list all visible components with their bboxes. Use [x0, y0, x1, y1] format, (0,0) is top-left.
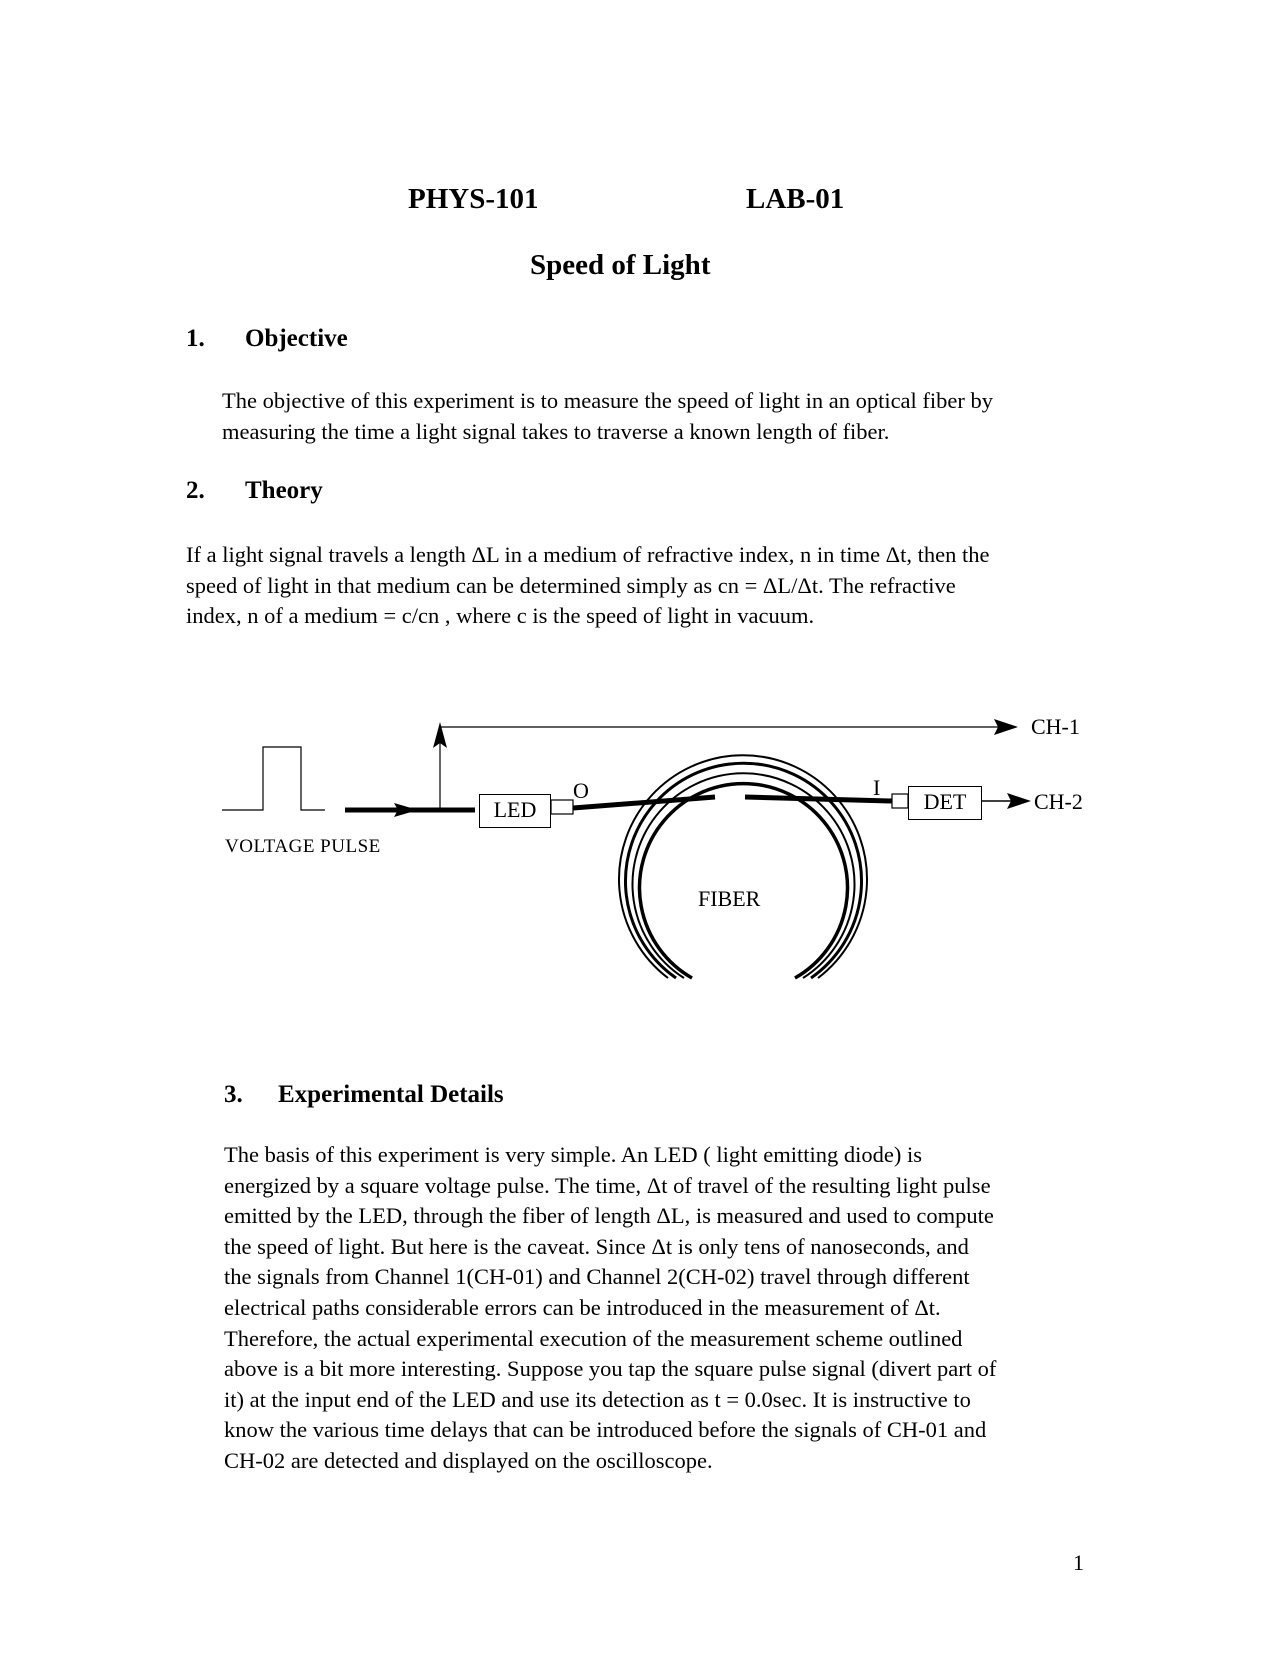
details-line-8: above is a bit more interesting. Suppose you tap the square pulse signal (divert part of [224, 1356, 997, 1382]
page-title: Speed of Light [530, 249, 711, 281]
objective-line-2: measuring the time a light signal takes to traverse a known length of fiber. [222, 418, 890, 444]
theory-line-2: speed of light in that medium can be determined simply as cn = ΔL/Δt. The refractive [186, 572, 956, 598]
details-line-5: the signals from Channel 1(CH-01) and Channel 2(CH-02) travel through different [224, 1264, 970, 1290]
details-line-11: CH-02 are detected and displayed on the oscilloscope. [224, 1447, 713, 1473]
ch2-label: CH-2 [1034, 789, 1083, 814]
section-3-title: Experimental Details [278, 1081, 504, 1108]
ch1-label: CH-1 [1031, 714, 1080, 739]
section-3-number: 3. [224, 1081, 243, 1108]
theory-line-1: If a light signal travels a length ΔL in a medium of refractive index, n in time Δt, then the [186, 542, 990, 567]
course-code: PHYS-101 [408, 183, 539, 215]
led-box [479, 794, 551, 828]
det-connector [892, 794, 908, 808]
fiber-coil [619, 755, 867, 978]
details-line-4: the speed of light. But here is the caveat. Since Δt is only tens of nanoseconds, and [224, 1233, 969, 1259]
theory-line-3: index, n of a medium = c/cn , where c is the speed of light in vacuum. [186, 603, 815, 629]
details-line-7: Therefore, the actual experimental execution of the measurement scheme outlined [224, 1325, 963, 1351]
experimental-details-paragraph [224, 1140, 996, 1477]
det-label: DET [923, 789, 967, 814]
fiber-lead-out [573, 797, 715, 808]
fiber-input-label: I [873, 775, 881, 800]
details-line-3: emitted by the LED, through the fiber of length ΔL, is measured and used to compute [224, 1203, 994, 1229]
fiber-lead-in [745, 797, 892, 801]
section-2-number: 2. [186, 477, 205, 504]
section-2-title: Theory [245, 477, 323, 504]
details-line-10: know the various time delays that can be introduced before the signals of CH-01 and [224, 1417, 987, 1443]
details-line-9: it) at the input end of the LED and use its detection as t = 0.0sec. It is instructive to [224, 1386, 971, 1412]
page-number: 1 [1073, 1550, 1084, 1575]
voltage-pulse-label: VOLTAGE PULSE [225, 836, 381, 857]
section-1-number: 1. [186, 325, 205, 352]
led-connector [551, 800, 573, 814]
led-label: LED [493, 797, 537, 822]
details-line-1: The basis of this experiment is very simple. An LED ( light emitting diode) is [224, 1142, 923, 1167]
details-line-2: energized by a square voltage pulse. The time, Δt of travel of the resulting light pulse [224, 1172, 991, 1198]
objective-line-1: The objective of this experiment is to measure the speed of light in an optical fiber by [222, 388, 994, 413]
lab-number: LAB-01 [746, 183, 845, 215]
fiber-output-label: O [573, 778, 589, 803]
fiber-label: FIBER [698, 886, 761, 911]
section-1-title: Objective [245, 325, 348, 352]
det-box [908, 786, 982, 820]
details-line-6: electrical paths considerable errors can be introduced in the measurement of Δt. [224, 1294, 941, 1320]
voltage-pulse-waveform [222, 747, 325, 810]
